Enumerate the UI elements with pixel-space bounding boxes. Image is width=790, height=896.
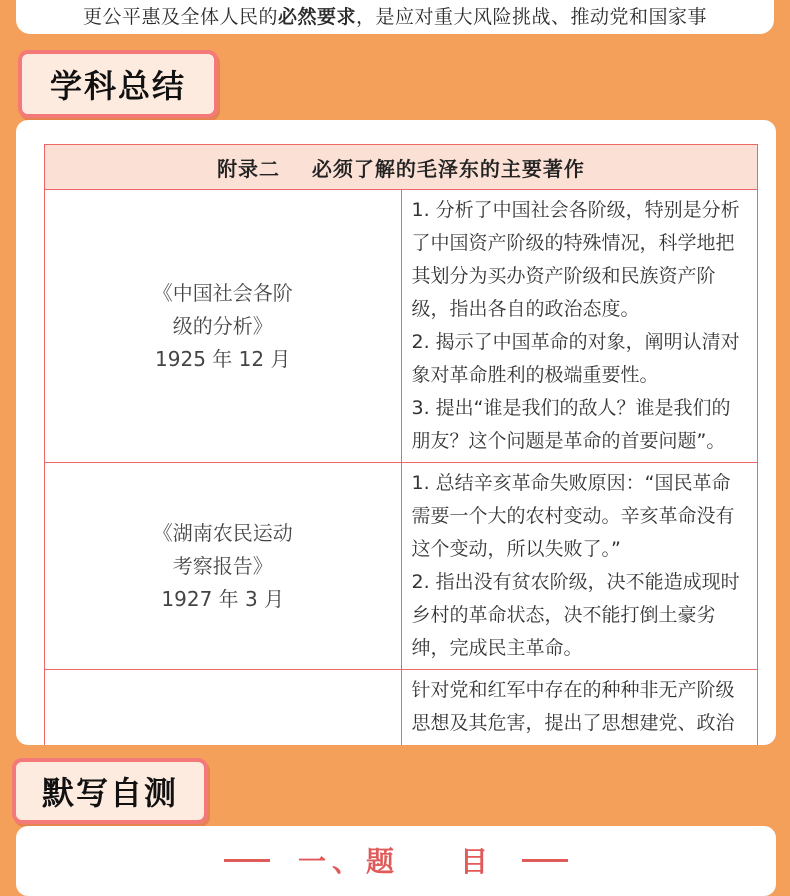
work-title-line1: 《中国社会各阶 xyxy=(152,280,293,305)
questions-card xyxy=(16,826,776,896)
previous-text-before: 更公平惠及全体人民的 xyxy=(82,6,278,28)
previous-text-after: ，是应对重大风险挑战、推动党和国家事 xyxy=(356,6,708,28)
work-title-line1 xyxy=(46,740,400,745)
content-cell xyxy=(401,670,758,746)
table-row xyxy=(45,670,758,746)
heading-dash-right xyxy=(522,859,568,862)
previous-text-strip xyxy=(16,0,774,34)
heading-part2: 目 xyxy=(460,845,495,878)
work-cell xyxy=(45,190,402,463)
content-point: 3. 提出“谁是我们的敌人？谁是我们的朋友？这个问题是革命的首要问题”。 xyxy=(411,397,731,452)
content-point: 2. 指出没有贫农阶级，决不能造成现时乡村的革命状态，决不能打倒土豪劣绅，完成民主革命。 xyxy=(411,571,740,659)
table-row xyxy=(45,190,758,463)
content-point: 1. 总结辛亥革命失败原因：“国民革命需要一个大的农村变动。辛亥革命没有这个变动，所以失败了。” xyxy=(411,472,735,560)
work-date: 1927 年 3 月 xyxy=(161,586,285,611)
work-title-line2: 级的分析》 xyxy=(172,313,273,338)
questions-heading xyxy=(16,840,776,880)
section-title-summary: 学科总结 xyxy=(18,50,218,118)
work-title-line1: 《湖南农民运动 xyxy=(152,520,293,545)
works-table xyxy=(44,144,758,745)
appendix-card xyxy=(16,120,776,745)
previous-text-bold: 必然要求 xyxy=(277,6,356,28)
content-cell xyxy=(401,463,758,670)
table-header-row xyxy=(45,145,758,190)
section-title-self-test: 默写自测 xyxy=(12,758,208,824)
work-cell xyxy=(45,670,402,746)
content-point: 1. 分析了中国社会各阶级，特别是分析了中国资产阶级的特殊情况，科学地把其划分为买办资产阶级和民族资产阶级，指出各自的政治态度。 xyxy=(411,199,740,320)
content-point: 2. 揭示了中国革命的对象，阐明认清对象对革命胜利的极端重要性。 xyxy=(411,331,740,386)
heading-dash-left xyxy=(224,859,270,862)
content-cell xyxy=(401,190,758,463)
content-point: 针对党和红军中存在的种种非无产阶级思想及其危害，提出了思想建党、政治 xyxy=(411,679,735,734)
table-title: 附录二 必须了解的毛泽东的主要著作 xyxy=(45,145,758,190)
work-cell xyxy=(45,463,402,670)
table-row xyxy=(45,463,758,670)
work-date: 1925 年 12 月 xyxy=(155,346,291,371)
heading-part1: 一、题 xyxy=(297,845,400,878)
work-title-line2: 考察报告》 xyxy=(172,553,273,578)
